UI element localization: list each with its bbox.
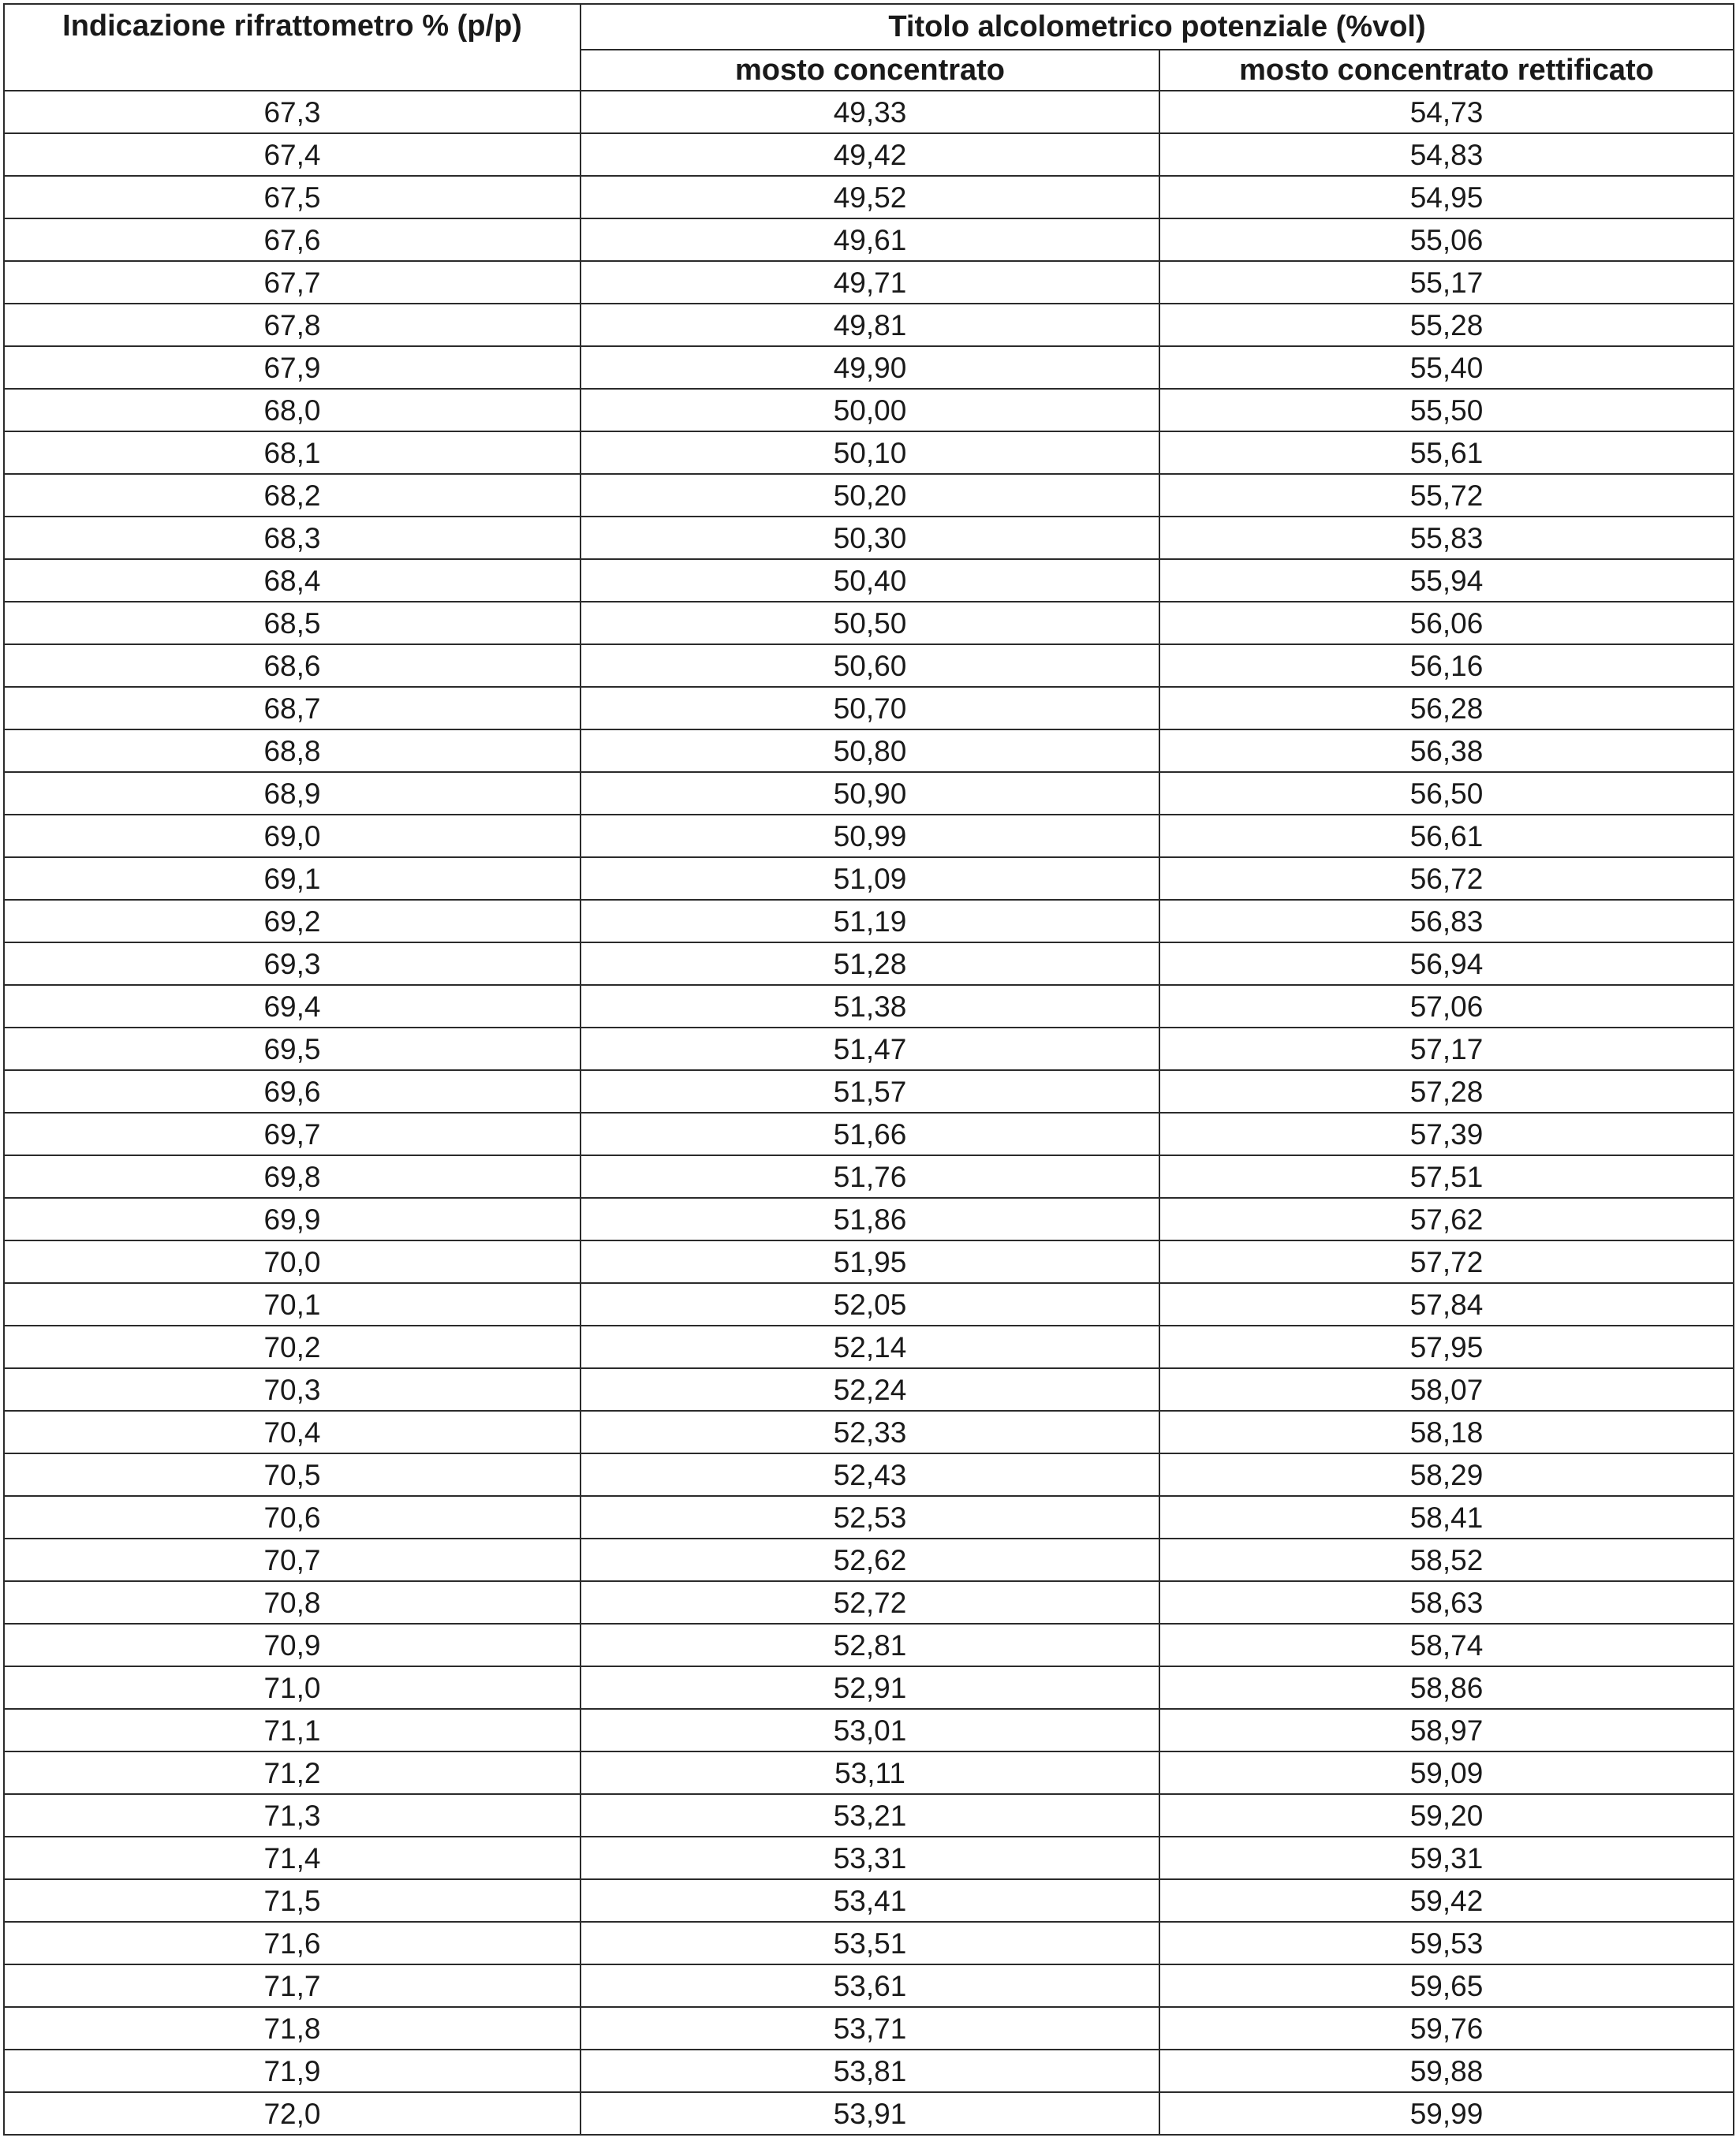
cell-refractometer: 69,9 <box>4 1198 581 1240</box>
cell-concentrated-must: 52,62 <box>581 1539 1159 1581</box>
cell-rectified-concentrated-must: 59,20 <box>1159 1794 1734 1837</box>
table-row <box>4 559 1734 602</box>
cell-refractometer: 69,7 <box>4 1113 581 1155</box>
table-row <box>4 1581 1734 1624</box>
cell-refractometer: 70,4 <box>4 1411 581 1453</box>
table-row <box>4 346 1734 389</box>
cell-concentrated-must: 49,81 <box>581 304 1159 346</box>
cell-rectified-concentrated-must: 55,40 <box>1159 346 1734 389</box>
table-row <box>4 1368 1734 1411</box>
table-row <box>4 218 1734 261</box>
table-row <box>4 687 1734 729</box>
conversion-table <box>3 3 1734 2136</box>
cell-concentrated-must: 52,81 <box>581 1624 1159 1666</box>
cell-concentrated-must: 50,80 <box>581 729 1159 772</box>
cell-concentrated-must: 51,47 <box>581 1028 1159 1070</box>
cell-refractometer: 70,8 <box>4 1581 581 1624</box>
cell-concentrated-must: 51,95 <box>581 1240 1159 1283</box>
table-row <box>4 772 1734 815</box>
cell-refractometer: 70,9 <box>4 1624 581 1666</box>
cell-rectified-concentrated-must: 58,29 <box>1159 1453 1734 1496</box>
cell-refractometer: 69,2 <box>4 900 581 942</box>
table-row <box>4 1666 1734 1709</box>
cell-refractometer: 70,7 <box>4 1539 581 1581</box>
cell-concentrated-must: 50,60 <box>581 644 1159 687</box>
cell-refractometer: 69,0 <box>4 815 581 857</box>
table-row <box>4 176 1734 218</box>
cell-concentrated-must: 50,10 <box>581 431 1159 474</box>
cell-refractometer: 71,0 <box>4 1666 581 1709</box>
cell-refractometer: 71,3 <box>4 1794 581 1837</box>
cell-refractometer: 70,5 <box>4 1453 581 1496</box>
table-row <box>4 1155 1734 1198</box>
table-row <box>4 2007 1734 2050</box>
cell-refractometer: 67,6 <box>4 218 581 261</box>
cell-concentrated-must: 53,11 <box>581 1751 1159 1794</box>
cell-refractometer: 70,6 <box>4 1496 581 1539</box>
cell-rectified-concentrated-must: 59,31 <box>1159 1837 1734 1879</box>
cell-concentrated-must: 52,53 <box>581 1496 1159 1539</box>
table-row <box>4 1113 1734 1155</box>
table-row <box>4 644 1734 687</box>
table-row <box>4 1794 1734 1837</box>
cell-rectified-concentrated-must: 56,72 <box>1159 857 1734 900</box>
cell-refractometer: 71,9 <box>4 2050 581 2092</box>
table-body <box>4 91 1734 2135</box>
cell-refractometer: 71,6 <box>4 1922 581 1964</box>
cell-rectified-concentrated-must: 59,88 <box>1159 2050 1734 2092</box>
cell-refractometer: 67,4 <box>4 133 581 176</box>
cell-concentrated-must: 53,61 <box>581 1964 1159 2007</box>
cell-refractometer: 68,7 <box>4 687 581 729</box>
cell-concentrated-must: 50,90 <box>581 772 1159 815</box>
table-row <box>4 857 1734 900</box>
cell-rectified-concentrated-must: 59,09 <box>1159 1751 1734 1794</box>
cell-concentrated-must: 50,40 <box>581 559 1159 602</box>
cell-concentrated-must: 53,41 <box>581 1879 1159 1922</box>
cell-rectified-concentrated-must: 59,42 <box>1159 1879 1734 1922</box>
cell-concentrated-must: 52,72 <box>581 1581 1159 1624</box>
table-row <box>4 389 1734 431</box>
cell-rectified-concentrated-must: 58,97 <box>1159 1709 1734 1751</box>
cell-refractometer: 70,1 <box>4 1283 581 1326</box>
cell-refractometer: 69,8 <box>4 1155 581 1198</box>
cell-concentrated-must: 49,42 <box>581 133 1159 176</box>
cell-concentrated-must: 50,99 <box>581 815 1159 857</box>
cell-rectified-concentrated-must: 57,95 <box>1159 1326 1734 1368</box>
table-row <box>4 942 1734 985</box>
cell-concentrated-must: 53,31 <box>581 1837 1159 1879</box>
cell-refractometer: 70,2 <box>4 1326 581 1368</box>
cell-concentrated-must: 49,90 <box>581 346 1159 389</box>
table-row <box>4 1283 1734 1326</box>
table-row <box>4 602 1734 644</box>
cell-concentrated-must: 53,51 <box>581 1922 1159 1964</box>
cell-rectified-concentrated-must: 56,38 <box>1159 729 1734 772</box>
table-row <box>4 985 1734 1028</box>
cell-concentrated-must: 53,21 <box>581 1794 1159 1837</box>
table-row <box>4 1709 1734 1751</box>
table-row <box>4 2050 1734 2092</box>
table-row <box>4 1198 1734 1240</box>
table-row <box>4 1453 1734 1496</box>
cell-concentrated-must: 51,38 <box>581 985 1159 1028</box>
cell-rectified-concentrated-must: 55,72 <box>1159 474 1734 517</box>
cell-rectified-concentrated-must: 58,63 <box>1159 1581 1734 1624</box>
table-row <box>4 1837 1734 1879</box>
cell-refractometer: 69,5 <box>4 1028 581 1070</box>
cell-rectified-concentrated-must: 56,83 <box>1159 900 1734 942</box>
cell-rectified-concentrated-must: 59,99 <box>1159 2092 1734 2135</box>
cell-concentrated-must: 50,30 <box>581 517 1159 559</box>
cell-rectified-concentrated-must: 59,76 <box>1159 2007 1734 2050</box>
cell-refractometer: 68,5 <box>4 602 581 644</box>
cell-rectified-concentrated-must: 58,41 <box>1159 1496 1734 1539</box>
cell-concentrated-must: 52,14 <box>581 1326 1159 1368</box>
table-row <box>4 729 1734 772</box>
header-concentrated-must: mosto concentrato <box>581 50 1159 91</box>
cell-rectified-concentrated-must: 55,83 <box>1159 517 1734 559</box>
cell-refractometer: 67,7 <box>4 261 581 304</box>
table-row <box>4 900 1734 942</box>
cell-concentrated-must: 49,71 <box>581 261 1159 304</box>
cell-rectified-concentrated-must: 57,39 <box>1159 1113 1734 1155</box>
table-row <box>4 1922 1734 1964</box>
cell-refractometer: 68,2 <box>4 474 581 517</box>
table-row <box>4 1496 1734 1539</box>
table-row <box>4 517 1734 559</box>
table-row <box>4 1326 1734 1368</box>
cell-refractometer: 69,6 <box>4 1070 581 1113</box>
cell-concentrated-must: 51,76 <box>581 1155 1159 1198</box>
cell-concentrated-must: 51,86 <box>581 1198 1159 1240</box>
cell-refractometer: 68,3 <box>4 517 581 559</box>
cell-rectified-concentrated-must: 58,18 <box>1159 1411 1734 1453</box>
cell-refractometer: 70,3 <box>4 1368 581 1411</box>
cell-refractometer: 71,7 <box>4 1964 581 2007</box>
table-row <box>4 1070 1734 1113</box>
cell-concentrated-must: 50,00 <box>581 389 1159 431</box>
cell-rectified-concentrated-must: 55,17 <box>1159 261 1734 304</box>
cell-rectified-concentrated-must: 55,61 <box>1159 431 1734 474</box>
table-row <box>4 1879 1734 1922</box>
header-refractometer: Indicazione rifrattometro % (p/p) <box>4 4 581 91</box>
cell-rectified-concentrated-must: 58,52 <box>1159 1539 1734 1581</box>
cell-rectified-concentrated-must: 54,73 <box>1159 91 1734 133</box>
cell-concentrated-must: 52,24 <box>581 1368 1159 1411</box>
cell-concentrated-must: 49,52 <box>581 176 1159 218</box>
cell-rectified-concentrated-must: 57,17 <box>1159 1028 1734 1070</box>
table-row <box>4 1240 1734 1283</box>
cell-rectified-concentrated-must: 56,61 <box>1159 815 1734 857</box>
cell-refractometer: 71,5 <box>4 1879 581 1922</box>
cell-refractometer: 67,9 <box>4 346 581 389</box>
table-row <box>4 815 1734 857</box>
cell-concentrated-must: 51,09 <box>581 857 1159 900</box>
cell-concentrated-must: 53,81 <box>581 2050 1159 2092</box>
cell-rectified-concentrated-must: 57,72 <box>1159 1240 1734 1283</box>
table-row <box>4 431 1734 474</box>
table-row <box>4 304 1734 346</box>
cell-concentrated-must: 51,19 <box>581 900 1159 942</box>
cell-refractometer: 72,0 <box>4 2092 581 2135</box>
cell-rectified-concentrated-must: 55,28 <box>1159 304 1734 346</box>
cell-rectified-concentrated-must: 57,84 <box>1159 1283 1734 1326</box>
table-row <box>4 1751 1734 1794</box>
cell-rectified-concentrated-must: 56,28 <box>1159 687 1734 729</box>
cell-refractometer: 68,1 <box>4 431 581 474</box>
cell-concentrated-must: 52,91 <box>581 1666 1159 1709</box>
cell-rectified-concentrated-must: 59,53 <box>1159 1922 1734 1964</box>
table-header <box>4 4 1734 91</box>
cell-refractometer: 70,0 <box>4 1240 581 1283</box>
cell-rectified-concentrated-must: 58,07 <box>1159 1368 1734 1411</box>
cell-rectified-concentrated-must: 55,50 <box>1159 389 1734 431</box>
cell-concentrated-must: 51,66 <box>581 1113 1159 1155</box>
cell-rectified-concentrated-must: 57,62 <box>1159 1198 1734 1240</box>
cell-rectified-concentrated-must: 57,28 <box>1159 1070 1734 1113</box>
cell-refractometer: 68,8 <box>4 729 581 772</box>
cell-rectified-concentrated-must: 54,95 <box>1159 176 1734 218</box>
cell-refractometer: 68,9 <box>4 772 581 815</box>
header-rectified-concentrated-must: mosto concentrato rettificato <box>1159 50 1734 91</box>
cell-refractometer: 71,2 <box>4 1751 581 1794</box>
cell-rectified-concentrated-must: 58,74 <box>1159 1624 1734 1666</box>
cell-refractometer: 71,4 <box>4 1837 581 1879</box>
cell-rectified-concentrated-must: 55,06 <box>1159 218 1734 261</box>
table-row <box>4 1028 1734 1070</box>
cell-concentrated-must: 53,01 <box>581 1709 1159 1751</box>
cell-refractometer: 67,3 <box>4 91 581 133</box>
cell-refractometer: 69,1 <box>4 857 581 900</box>
cell-concentrated-must: 50,20 <box>581 474 1159 517</box>
cell-concentrated-must: 52,33 <box>581 1411 1159 1453</box>
cell-rectified-concentrated-must: 59,65 <box>1159 1964 1734 2007</box>
cell-concentrated-must: 49,61 <box>581 218 1159 261</box>
cell-refractometer: 67,5 <box>4 176 581 218</box>
cell-refractometer: 69,3 <box>4 942 581 985</box>
table-row <box>4 1411 1734 1453</box>
cell-concentrated-must: 53,71 <box>581 2007 1159 2050</box>
table-row <box>4 2092 1734 2135</box>
cell-rectified-concentrated-must: 57,06 <box>1159 985 1734 1028</box>
cell-refractometer: 69,4 <box>4 985 581 1028</box>
cell-rectified-concentrated-must: 55,94 <box>1159 559 1734 602</box>
cell-concentrated-must: 53,91 <box>581 2092 1159 2135</box>
cell-concentrated-must: 51,57 <box>581 1070 1159 1113</box>
cell-rectified-concentrated-must: 57,51 <box>1159 1155 1734 1198</box>
table-row <box>4 1964 1734 2007</box>
cell-refractometer: 71,8 <box>4 2007 581 2050</box>
cell-concentrated-must: 50,70 <box>581 687 1159 729</box>
cell-concentrated-must: 52,05 <box>581 1283 1159 1326</box>
table-row <box>4 261 1734 304</box>
cell-refractometer: 68,0 <box>4 389 581 431</box>
cell-refractometer: 68,4 <box>4 559 581 602</box>
cell-concentrated-must: 50,50 <box>581 602 1159 644</box>
cell-rectified-concentrated-must: 56,94 <box>1159 942 1734 985</box>
cell-concentrated-must: 52,43 <box>581 1453 1159 1496</box>
header-row-top <box>4 4 1734 50</box>
table-row <box>4 91 1734 133</box>
table-row <box>4 1539 1734 1581</box>
cell-concentrated-must: 49,33 <box>581 91 1159 133</box>
cell-concentrated-must: 51,28 <box>581 942 1159 985</box>
cell-rectified-concentrated-must: 58,86 <box>1159 1666 1734 1709</box>
table-row <box>4 133 1734 176</box>
table-row <box>4 474 1734 517</box>
cell-rectified-concentrated-must: 56,50 <box>1159 772 1734 815</box>
cell-rectified-concentrated-must: 56,06 <box>1159 602 1734 644</box>
cell-refractometer: 68,6 <box>4 644 581 687</box>
cell-rectified-concentrated-must: 54,83 <box>1159 133 1734 176</box>
table-row <box>4 1624 1734 1666</box>
cell-rectified-concentrated-must: 56,16 <box>1159 644 1734 687</box>
cell-refractometer: 67,8 <box>4 304 581 346</box>
header-potential-alcohol: Titolo alcolometrico potenziale (%vol) <box>581 4 1734 50</box>
cell-refractometer: 71,1 <box>4 1709 581 1751</box>
